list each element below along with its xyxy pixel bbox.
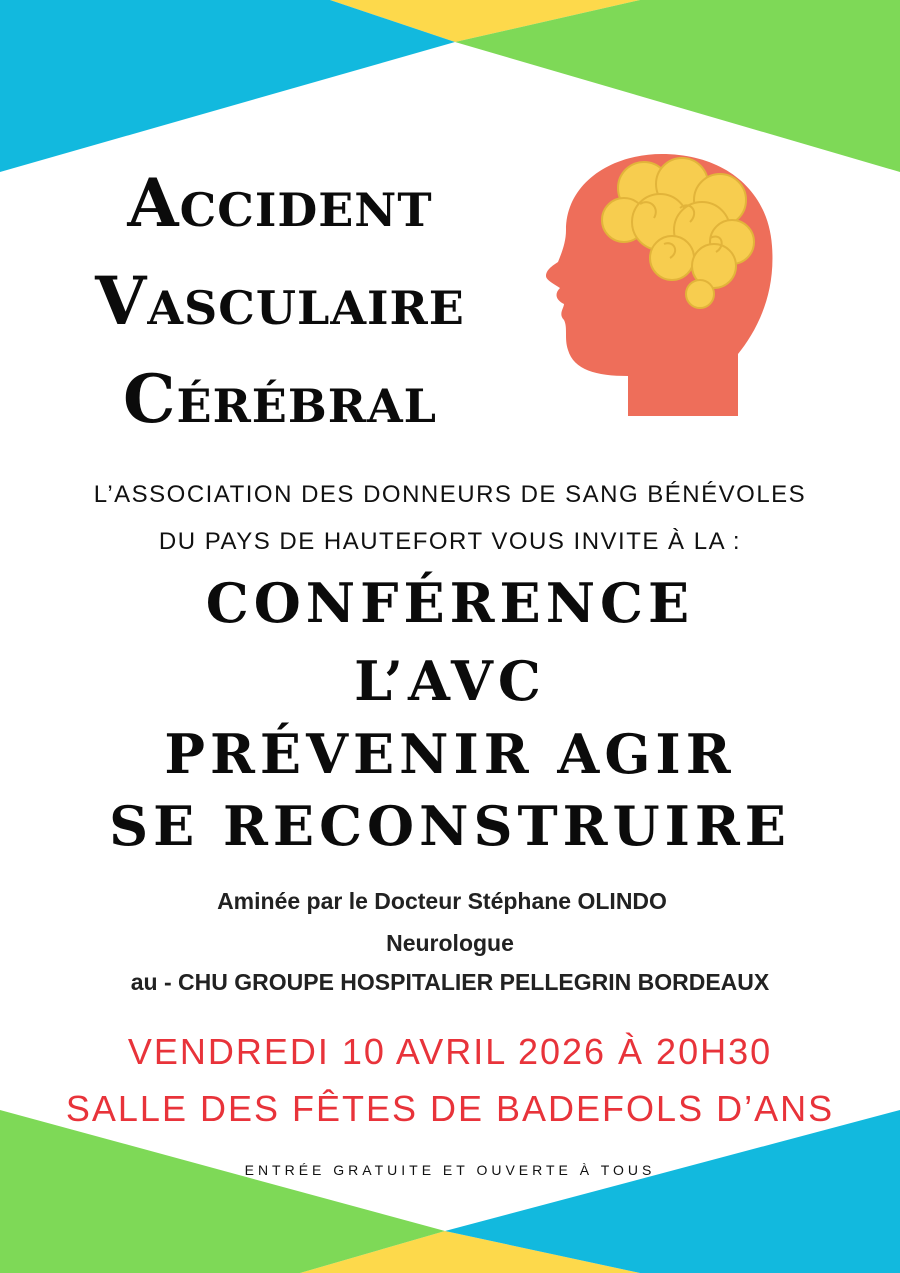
event-venue: SALLE DES FÊTES DE BADEFOLS D’ANS <box>65 1088 835 1129</box>
speaker-line-3: au - CHU GROUPE HOSPITALIER PELLEGRIN BORDEAUX <box>130 969 770 995</box>
entry-note: ENTRÉE GRATUITE ET OUVERTE À TOUS <box>244 1162 656 1178</box>
conference-line-3: PRÉVENIR AGIR <box>164 722 736 786</box>
bottom-green-shape <box>0 1110 445 1273</box>
conference-line-4: SE RECONSTRUIRE <box>109 794 791 858</box>
invite-line-1: L’ASSOCIATION DES DONNEURS DE SANG BÉNÉVOLES <box>93 481 807 508</box>
title-line-3: Cérébral <box>122 360 438 438</box>
head-brain-icon <box>540 148 790 420</box>
title-line-2: Vasculaire <box>95 262 465 340</box>
title-line-1: Accident <box>127 164 433 242</box>
top-cyan-shape <box>0 0 455 172</box>
conference-line-2: L’AVC <box>354 649 546 713</box>
speaker-line-1: Aminée par le Docteur Stéphane OLINDO <box>217 888 667 914</box>
conference-line-1: CONFÉRENCE <box>205 571 695 635</box>
event-date: VENDREDI 10 AVRIL 2026 À 20H30 <box>127 1031 773 1072</box>
invite-line-2: DU PAYS DE HAUTEFORT VOUS INVITE À LA : <box>158 528 742 555</box>
speaker-line-2: Neurologue <box>386 930 514 956</box>
